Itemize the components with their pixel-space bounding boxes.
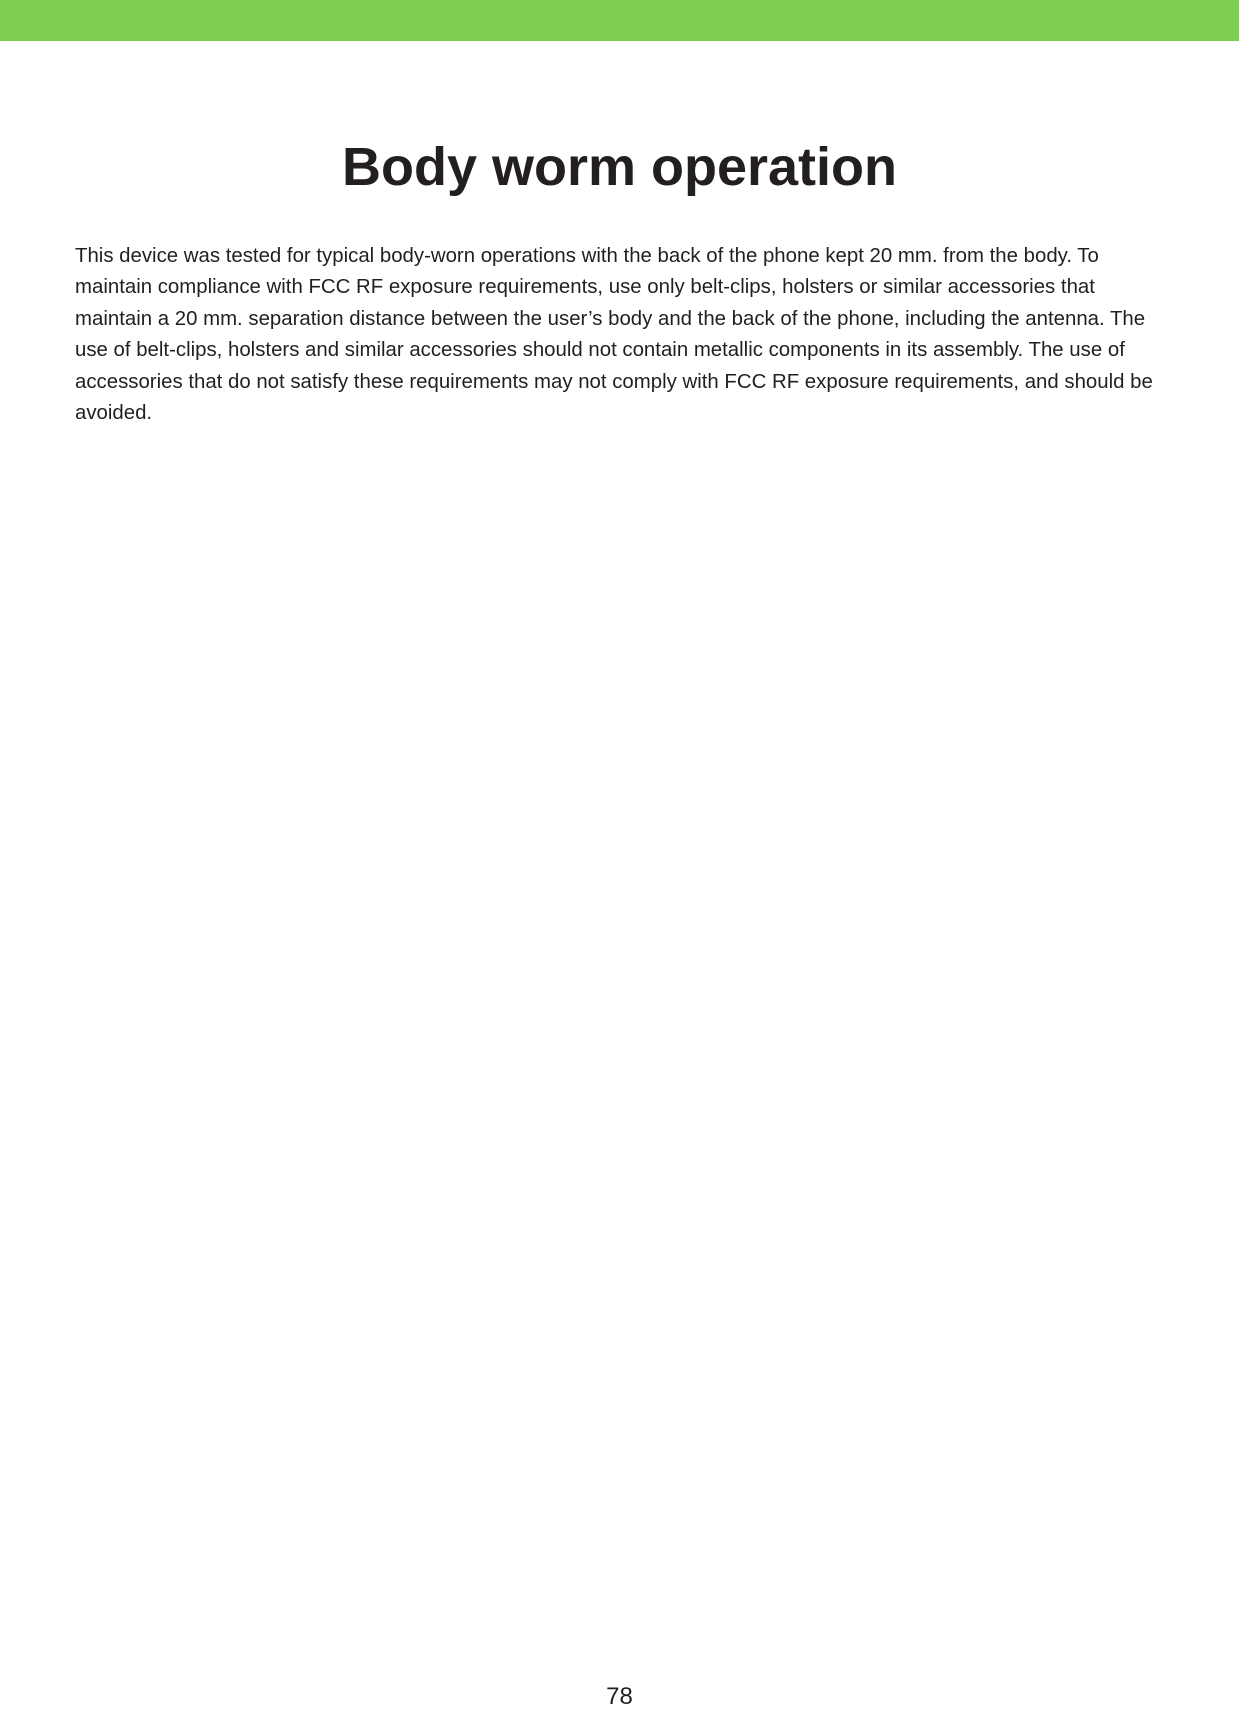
body-paragraph: This device was tested for typical body-worn operations with the back of the phone kept 20 mm. from the body. To maintain compliance with FCC RF exposure requirements, use only belt-clips, holsters or similar accessories that maintain a 20 mm. separation distance between the user’s body and the back of the phone, including the antenna. The use of belt-clips, holsters and similar accessories should not contain metallic components in its assembly. The use of accessories that do not satisfy these requirements may not comply with FCC RF exposure requirements, and should be avoided. xyxy=(75,245,1153,425)
page-number: 78 xyxy=(606,1683,633,1710)
header-color-bar xyxy=(0,0,1239,41)
page-title: Body worm operation xyxy=(341,137,898,197)
